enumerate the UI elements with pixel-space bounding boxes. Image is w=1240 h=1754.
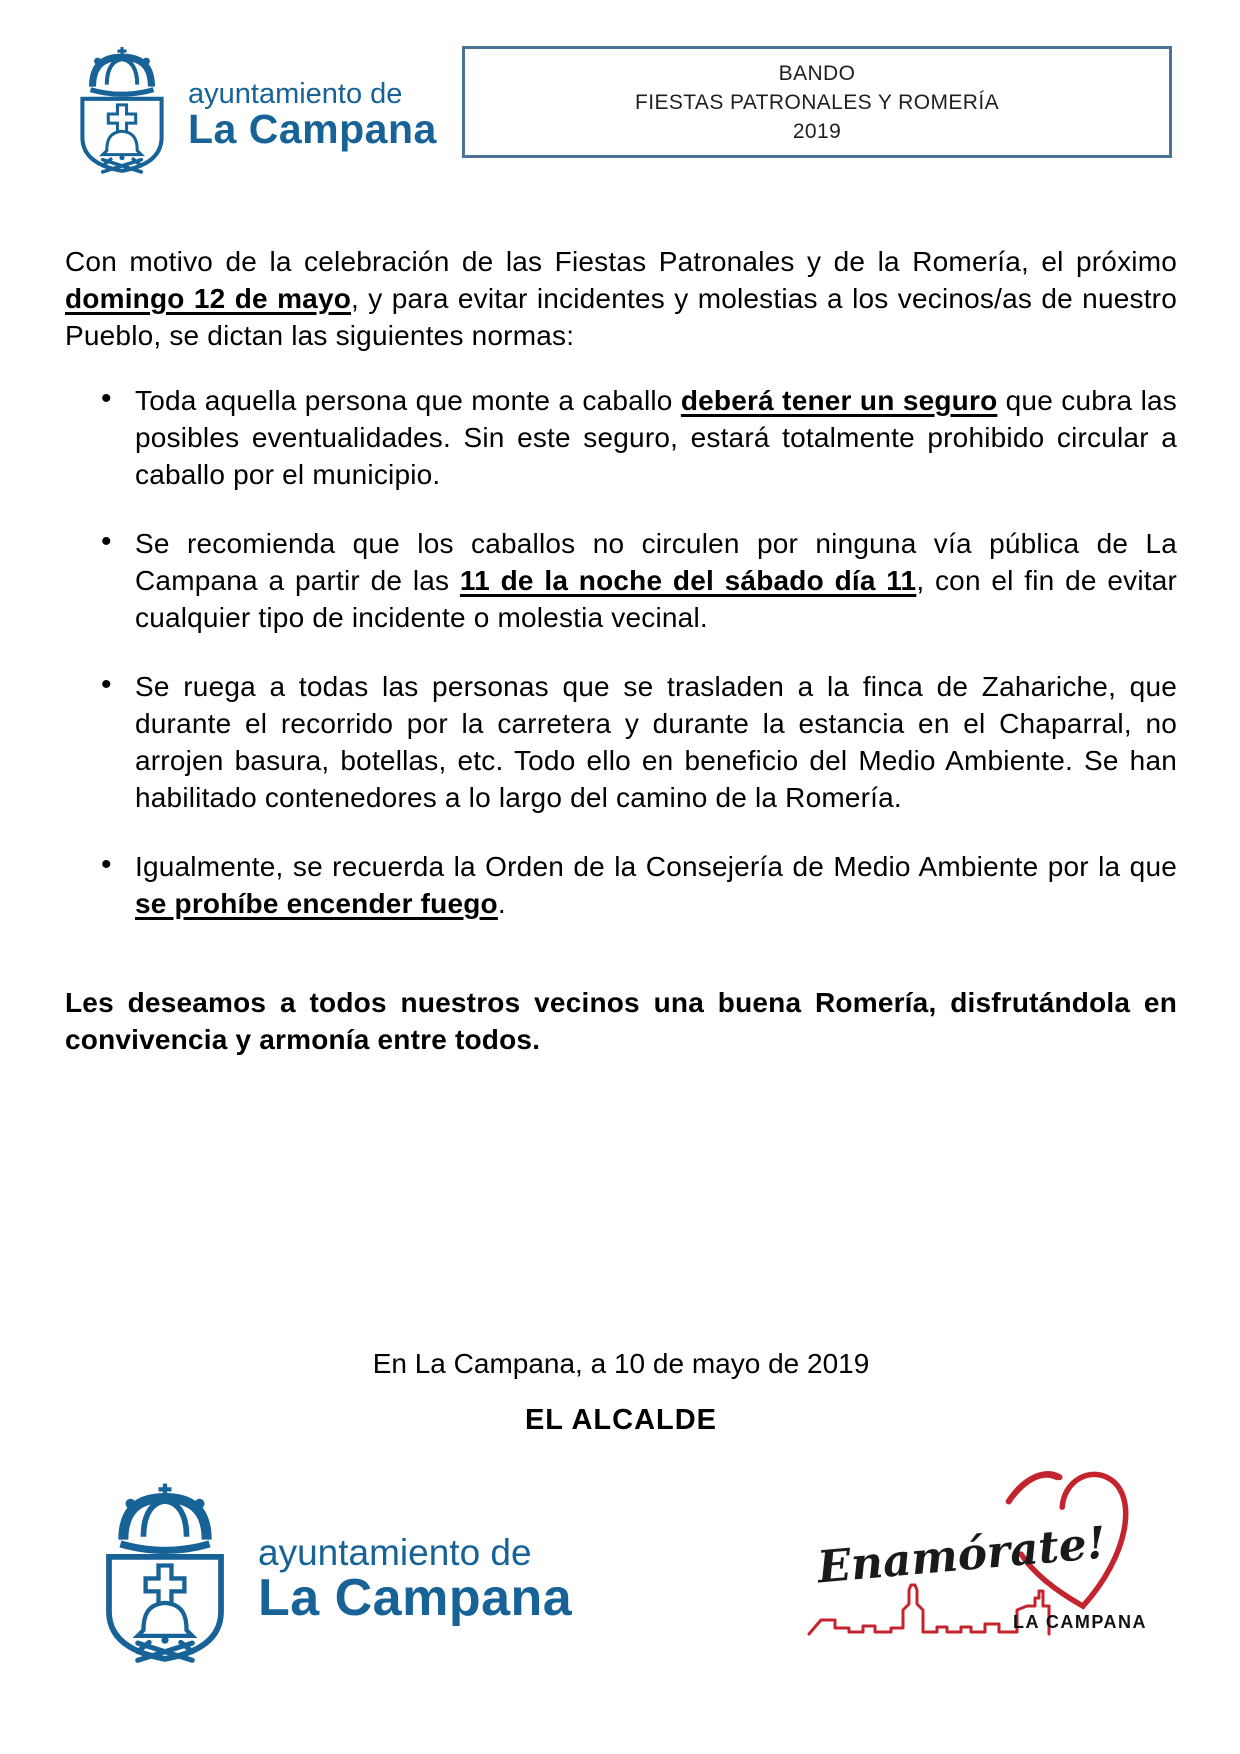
municipal-crest-icon: [86, 1482, 244, 1677]
norm-item-horses-night: [65, 525, 1177, 636]
closing-paragraph: Les deseamos a todos nuestros vecinos una buena Romería, disfrutándola en convivencia y armonía entre todos.: [65, 987, 1177, 1055]
intro-paragraph: Con motivo de la celebración de las Fiestas Patronales y de la Romería, el próximo domingo 12 de mayo, y para evitar incidentes y molestias a los vecinos/as de nuestro Pueblo, se dictan las siguientes normas:: [65, 246, 1177, 351]
bullet-icon: •: [101, 668, 112, 701]
place-date-line: En La Campana, a 10 de mayo de 2019: [372, 1348, 870, 1379]
logo-line-la-campana: La Campana: [258, 1568, 573, 1627]
enamorate-script-text: Enamórate!: [815, 1517, 1108, 1594]
municipal-logo-wordmark: [258, 1534, 572, 1625]
norm-item-text: Toda aquella persona que monte a caballo deberá tener un seguro que cubra las posibles eventualidades. Sin este seguro, estará totalmente prohibido circular a caballo por el municipio.: [135, 385, 1177, 490]
norm-item-insurance: [65, 382, 1177, 493]
norms-list: [65, 382, 1177, 922]
title-box-line-bando: BANDO: [778, 61, 856, 85]
bullet-icon: •: [101, 382, 112, 415]
logo-line-la-campana: La Campana: [188, 106, 437, 153]
municipal-crest-icon: [66, 46, 178, 185]
norm-item-text: Igualmente, se recuerda la Orden de la Consejería de Medio Ambiente por la que se prohíbe encender fuego.: [135, 851, 1177, 919]
logo-line-ayuntamiento: ayuntamiento de: [258, 1532, 532, 1574]
municipal-logo-top: [66, 46, 437, 185]
norm-item-text: Se ruega a todas las personas que se trasladen a la finca de Zahariche, que durante el recorrido por la carretera y durante la estancia en el Chaparral, no arrojen basura, botellas, etc. Todo ello en beneficio del Medio Ambiente. Se han habilitado contenedores a lo largo del camino de la Romería.: [135, 671, 1177, 813]
logo-line-ayuntamiento: ayuntamiento de: [188, 77, 403, 110]
enamorate-caption-text: LA CAMPANA: [1013, 1612, 1147, 1632]
bullet-icon: •: [101, 848, 112, 881]
title-box: [462, 46, 1172, 158]
enamorate-logo: [805, 1452, 1155, 1672]
norm-item-fire-ban: [65, 848, 1177, 922]
signer-title: EL ALCALDE: [524, 1404, 718, 1436]
title-box-line-fiestas: FIESTAS PATRONALES Y ROMERÍA: [634, 90, 999, 114]
document-body: [65, 243, 1177, 1058]
bullet-icon: •: [101, 525, 112, 558]
municipal-logo-wordmark: [188, 77, 437, 153]
title-box-line-year: 2019: [792, 119, 842, 143]
norm-item-text: Se recomienda que los caballos no circulen por ninguna vía pública de La Campana a partir de las 11 de la noche del sábado día 11, con el fin de evitar cualquier tipo de incidente o molestia vecinal.: [135, 528, 1178, 633]
norm-item-litter: [65, 668, 1177, 816]
municipal-logo-footer: [86, 1482, 572, 1677]
